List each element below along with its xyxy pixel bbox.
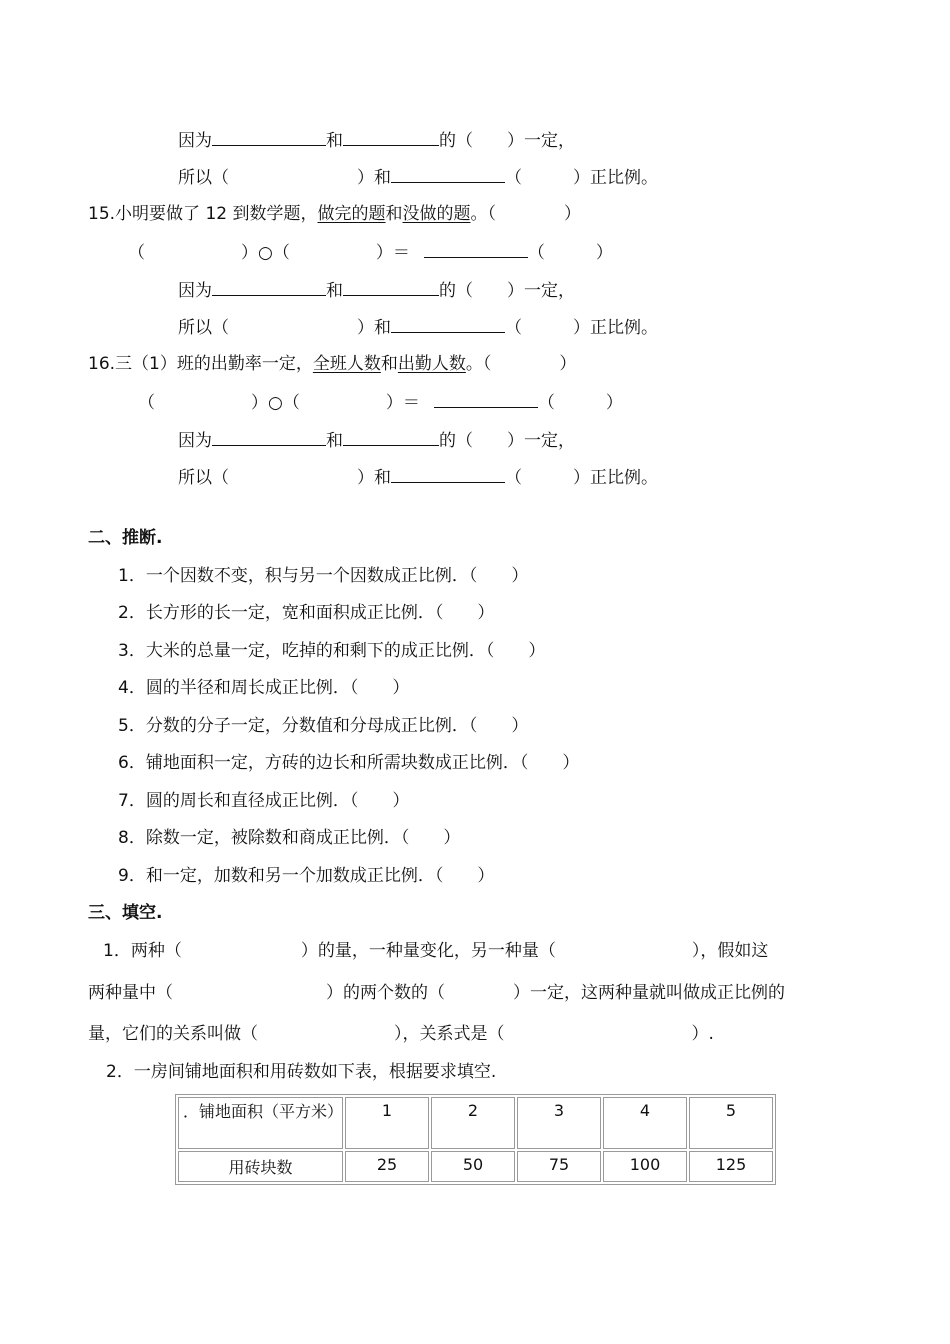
table-cell: 25 xyxy=(345,1151,429,1182)
fill-q2-prompt: 2．一房间铺地面积和用砖数如下表，根据要求填空. xyxy=(106,1062,497,1082)
judge-item: 6．铺地面积一定，方砖的边长和所需块数成正比例．（ ） xyxy=(118,753,580,773)
answer-blank[interactable] xyxy=(391,165,505,183)
fill-q1-line2: 两种量中（ ）的两个数的（ ）一定，这两种量就叫做成正比例的 xyxy=(88,983,785,1003)
judge-item: 4．圆的半径和周长成正比例．（ ） xyxy=(118,678,410,698)
table-row xyxy=(178,1097,773,1149)
q14-so-line: 所以（ ）和 （ ）正比例。 xyxy=(178,165,658,189)
judge-item: 9．和一定，加数和另一个加数成正比例．（ ） xyxy=(118,866,495,886)
table-cell: 3 xyxy=(517,1097,601,1149)
section3-title: 三、填空. xyxy=(88,903,163,923)
answer-blank[interactable] xyxy=(212,428,326,446)
table-cell: 1 xyxy=(345,1097,429,1149)
answer-blank[interactable] xyxy=(391,465,505,483)
table-cell: 50 xyxy=(431,1151,515,1182)
judge-item: 1．一个因数不变，积与另一个因数成正比例．（ ） xyxy=(118,566,529,586)
judge-item: 8．除数一定，被除数和商成正比例．（ ） xyxy=(118,828,461,848)
answer-blank[interactable] xyxy=(212,278,326,296)
judge-item: 5．分数的分子一定，分数值和分母成正比例．（ ） xyxy=(118,716,529,736)
q16-so-line: 所以（ ）和 （ ）正比例。 xyxy=(178,465,658,489)
fill-q1-line3: 量，它们的关系叫做（ ），关系式是（ ）. xyxy=(88,1024,714,1044)
q15-so-line: 所以（ ）和 （ ）正比例。 xyxy=(178,315,658,339)
answer-blank[interactable] xyxy=(424,240,528,258)
q15-formula: （ ）○（ ）＝ （ ） xyxy=(128,240,613,264)
q16-question: 16.三（1）班的出勤率一定，全班人数和出勤人数。（ ） xyxy=(88,354,577,374)
judge-item: 7．圆的周长和直径成正比例．（ ） xyxy=(118,791,410,811)
area-brick-table xyxy=(175,1094,776,1185)
judge-item: 3．大米的总量一定，吃掉的和剩下的成正比例．（ ） xyxy=(118,641,546,661)
because-label: 因为 xyxy=(178,131,212,151)
answer-blank[interactable] xyxy=(212,128,326,146)
judge-item: 2．长方形的长一定，宽和面积成正比例．（ ） xyxy=(118,603,495,623)
q16-because-line: 因为 和 的（ ）一定， xyxy=(178,428,575,452)
section2-title: 二、推断. xyxy=(88,528,163,548)
table-cell: 5 xyxy=(689,1097,773,1149)
answer-blank[interactable] xyxy=(343,278,439,296)
table-cell: 100 xyxy=(603,1151,687,1182)
table-header-area: ．铺地面积（平方米） xyxy=(178,1097,343,1149)
table-cell: 4 xyxy=(603,1097,687,1149)
table-header-bricks: 用砖块数 xyxy=(178,1151,343,1182)
answer-blank[interactable] xyxy=(434,390,538,408)
q14-because-line: 因为 和 的（ ）一定， xyxy=(178,128,575,152)
answer-blank[interactable] xyxy=(391,315,505,333)
answer-blank[interactable] xyxy=(343,428,439,446)
table-cell: 125 xyxy=(689,1151,773,1182)
table-cell: 2 xyxy=(431,1097,515,1149)
table-cell: 75 xyxy=(517,1151,601,1182)
q15-question: 15.小明要做了 12 到数学题，做完的题和没做的题。（ ） xyxy=(88,204,581,224)
fill-q1-line1: 1．两种（ ）的量，一种量变化，另一种量（ ），假如这 xyxy=(103,941,769,961)
table-row xyxy=(178,1151,773,1182)
answer-blank[interactable] xyxy=(343,128,439,146)
q16-formula: （ ）○（ ）＝ （ ） xyxy=(138,390,623,414)
q15-because-line: 因为 和 的（ ）一定， xyxy=(178,278,575,302)
